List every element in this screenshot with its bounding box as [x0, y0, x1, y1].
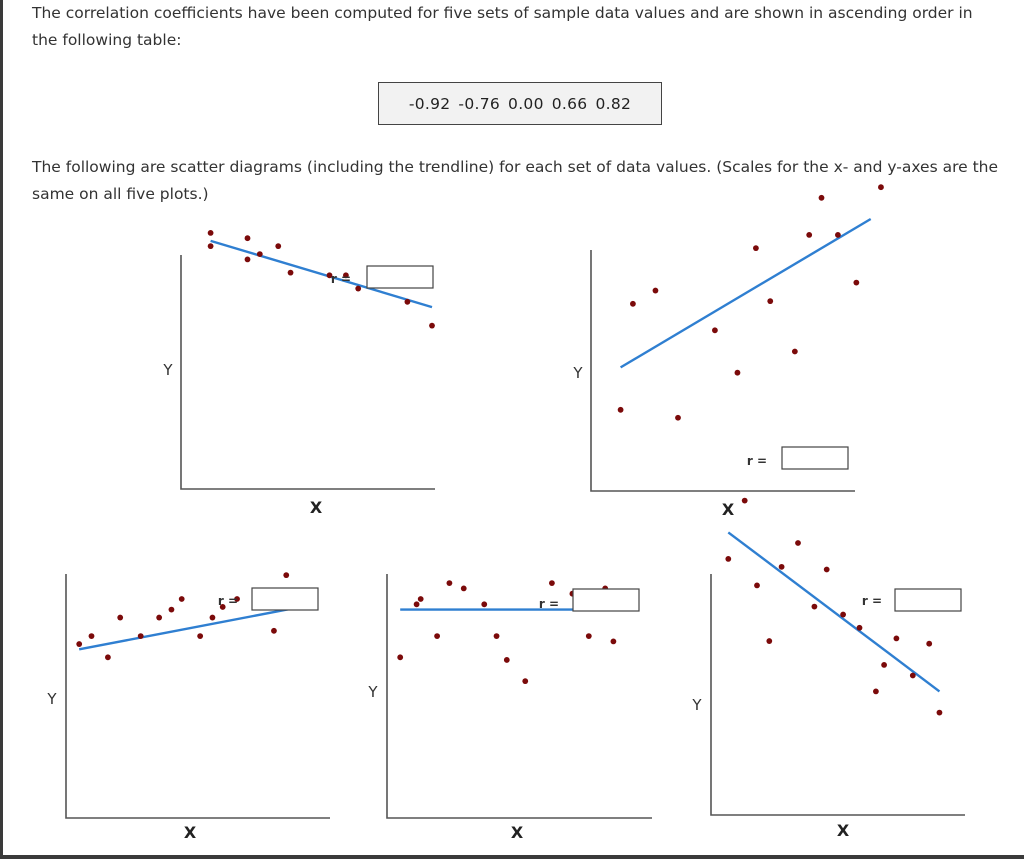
- x-axis-label: X: [510, 823, 524, 842]
- data-point: [288, 270, 294, 276]
- r-answer-box[interactable]: [782, 447, 848, 469]
- data-point: [429, 323, 435, 329]
- data-point: [179, 596, 185, 602]
- data-point: [806, 232, 812, 238]
- data-point: [76, 641, 82, 647]
- coefficient-value: 0.00: [508, 94, 544, 113]
- data-point: [461, 586, 467, 592]
- data-point: [89, 633, 95, 639]
- x-axis-label: X: [183, 823, 197, 842]
- data-point: [245, 257, 251, 263]
- plot-4-scatter-plot: [367, 574, 652, 842]
- data-point: [271, 628, 277, 634]
- data-point: [653, 288, 659, 294]
- data-point: [754, 583, 760, 589]
- data-point: [878, 184, 884, 190]
- data-point: [611, 639, 617, 645]
- x-axis-label: X: [309, 498, 323, 517]
- data-point: [926, 641, 932, 647]
- data-point: [418, 596, 424, 602]
- data-point: [630, 301, 636, 307]
- trendline: [621, 219, 871, 367]
- data-point: [447, 580, 453, 586]
- r-answer-box[interactable]: [367, 266, 433, 288]
- data-point: [169, 607, 175, 613]
- r-label: r =: [538, 597, 560, 611]
- y-axis-label: Y: [47, 690, 57, 708]
- data-point: [767, 298, 773, 304]
- x-axis-label: X: [836, 821, 850, 840]
- data-point: [840, 612, 846, 618]
- data-point: [397, 654, 403, 660]
- plot-1-scatter-plot: [162, 230, 435, 517]
- plot-5-scatter-plot: [691, 498, 965, 840]
- data-point: [494, 633, 500, 639]
- data-point: [257, 251, 263, 257]
- description-paragraph: The following are scatter diagrams (including the trendline) for each set of data values. (Scales for the x- and y-axes are the same on all five plots.): [32, 158, 999, 203]
- y-axis-label: Y: [692, 696, 702, 714]
- bottom-border-rule: [0, 855, 1024, 859]
- plot-2-scatter-plot: [572, 184, 883, 519]
- plot-3-scatter-plot: [46, 572, 330, 842]
- data-point: [835, 232, 841, 238]
- data-point: [910, 673, 916, 679]
- data-point: [742, 498, 748, 504]
- data-point: [138, 633, 144, 639]
- r-label: r =: [746, 454, 768, 468]
- x-axis-label: X: [721, 500, 735, 519]
- coefficient-value: 0.82: [595, 94, 632, 113]
- data-point: [735, 370, 741, 376]
- data-point: [405, 299, 411, 305]
- trendline: [728, 532, 939, 691]
- data-point: [753, 245, 759, 251]
- data-point: [245, 235, 251, 241]
- data-point: [881, 662, 887, 668]
- data-point: [894, 636, 900, 642]
- trendline: [79, 607, 300, 649]
- data-point: [812, 604, 818, 610]
- data-point: [618, 407, 624, 413]
- r-answer-box[interactable]: [573, 589, 639, 611]
- data-point: [434, 633, 440, 639]
- data-point: [355, 286, 361, 292]
- coefficient-value: 0.66: [551, 94, 588, 113]
- y-axis-label: Y: [368, 683, 378, 701]
- data-point: [824, 567, 830, 573]
- data-point: [117, 615, 123, 621]
- data-point: [210, 615, 216, 621]
- data-point: [105, 654, 111, 660]
- y-axis-label: Y: [573, 364, 583, 382]
- data-point: [275, 243, 281, 249]
- data-point: [208, 243, 214, 249]
- r-label: r =: [217, 594, 239, 608]
- data-point: [766, 638, 772, 644]
- data-point: [522, 678, 528, 684]
- data-point: [197, 633, 203, 639]
- r-answer-box[interactable]: [895, 589, 961, 611]
- data-point: [873, 689, 879, 695]
- data-point: [937, 710, 943, 716]
- data-point: [549, 580, 555, 586]
- r-label: r =: [861, 594, 883, 608]
- coefficient-value: -0.92: [408, 94, 451, 113]
- data-point: [156, 615, 162, 621]
- data-point: [675, 415, 681, 421]
- data-point: [586, 633, 592, 639]
- data-point: [283, 572, 289, 578]
- data-point: [792, 349, 798, 355]
- coefficient-value: -0.76: [458, 94, 501, 113]
- data-point: [853, 280, 859, 286]
- data-point: [779, 564, 785, 570]
- data-point: [712, 327, 718, 333]
- data-point: [857, 625, 863, 631]
- data-point: [481, 601, 487, 607]
- data-point: [504, 657, 510, 663]
- data-point: [208, 230, 214, 236]
- data-point: [795, 540, 801, 546]
- y-axis-label: Y: [163, 361, 173, 379]
- data-point: [725, 556, 731, 562]
- intro-paragraph: The correlation coefficients have been computed for five sets of sample data values and are shown in ascending order in the following table:: [32, 4, 973, 49]
- data-point: [819, 195, 825, 201]
- r-answer-box[interactable]: [252, 588, 318, 610]
- data-point: [414, 601, 420, 607]
- axis-lines: [181, 255, 435, 489]
- r-label: r =: [330, 272, 352, 286]
